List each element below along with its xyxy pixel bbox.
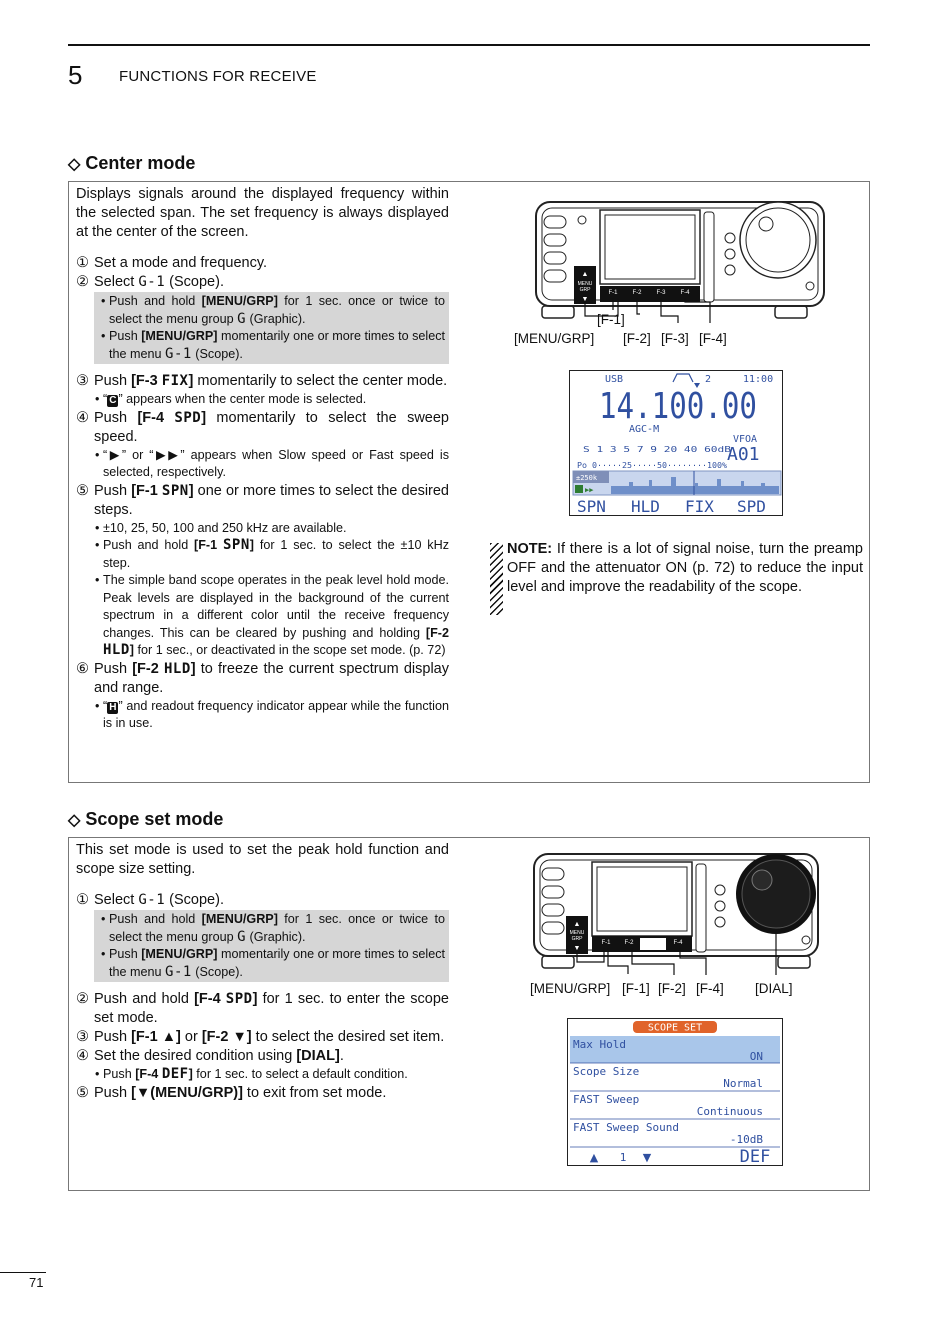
scope-set-text (76, 841, 449, 1103)
hold-icon: H (109, 701, 117, 713)
menu-page: 1 (619, 1151, 627, 1164)
scope-set-heading (68, 809, 223, 830)
scope-step-4: ④ Set the desired condition using [DIAL]. (76, 1048, 344, 1064)
svg-text:F-4: F-4 (673, 940, 683, 946)
svg-text:MENU: MENU (569, 930, 585, 936)
scope-step-1: ① Select G-1 (Scope). (76, 892, 224, 908)
center-step-1: ① Set a mode and frequency. (76, 255, 268, 271)
softkey-spn: SPN (577, 497, 606, 516)
scope-gray-note: • Push and hold [MENU/GRP] for 1 sec. once or twice to select the menu group G (Graphic). • Push [MENU/GRP] momentarily one or more times to select the menu G-1 (Scope). (94, 910, 449, 982)
scope-set-heading-text: Scope set mode (85, 809, 224, 829)
lcd-vfo: VFOA (733, 434, 758, 445)
label-menu-grp: [MENU/GRP] (514, 331, 595, 346)
svg-text:GRP: GRP (579, 287, 591, 293)
up-arrow-icon: ▲ (589, 1151, 599, 1164)
chapter-title: FUNCTIONS FOR RECEIVE (119, 68, 317, 85)
label-f4: [F-4] (699, 331, 727, 346)
chapter-number: 5 (68, 60, 83, 90)
center-step-6-note: • “ H ” and readout frequency indicator appear while the function is in use. (76, 698, 449, 733)
lcd-mode: USB (605, 374, 624, 385)
menu-item-name: Scope Size (573, 1065, 640, 1078)
svg-text:GRP: GRP (571, 936, 583, 942)
center-step-4: ④ Push [F-4 SPD] momentarily to select the sweep speed. (76, 409, 449, 445)
svg-text:MENU: MENU (577, 281, 593, 287)
menu-item-name: FAST Sweep (573, 1093, 640, 1106)
diamond-icon: ◇ (68, 812, 81, 829)
lcd-filter: 2 (705, 374, 712, 385)
softkey-fix: FIX (685, 497, 714, 516)
scope-step-3: ③ Push [F-1 ▲] or [F-2 ▼] to select the desired set item. (76, 1029, 445, 1045)
down-arrow-icon: ▼ (642, 1151, 652, 1164)
menu-item-value: ON (749, 1050, 763, 1063)
center-step-3: ③ Push [F-3 FIX] momentarily to select the center mode. (76, 373, 448, 389)
footer-rule (0, 1272, 46, 1273)
svg-text:▲: ▲ (581, 271, 589, 278)
menu-item-value: Normal (723, 1077, 763, 1090)
lcd-span: ±250k (576, 474, 598, 482)
menu-item-value: Continuous (696, 1105, 763, 1118)
menu-item-name: FAST Sweep Sound (573, 1121, 679, 1134)
center-step-2: ② Select G-1 (Scope). (76, 274, 224, 290)
svg-text:▼: ▼ (573, 945, 581, 952)
svg-text:▲: ▲ (573, 921, 581, 928)
label-f2: [F-2] (623, 331, 651, 346)
menu-item-name: Max Hold (573, 1038, 626, 1051)
svg-text:F-2: F-2 (632, 290, 642, 296)
scope-step-2: ② Push and hold [F-4 SPD] for 1 sec. to enter the scope set mode. (76, 991, 449, 1026)
label-dial: [DIAL] (755, 981, 793, 996)
label-f4-2: [F-4] (696, 981, 724, 996)
label-f1: [F-1] (597, 312, 625, 327)
center-mode-heading (68, 153, 195, 174)
label-menu-grp-2: [MENU/GRP] (530, 981, 611, 996)
lcd-po-scale: Po 0·····25·····50········100% (577, 461, 728, 470)
note: NOTE: If there is a lot of signal noise, turn the preamp OFF and the attenuator ON (p. 72) to reduce the input level and improve the readability of the scope. (507, 541, 863, 595)
lcd-frequency: 14.100.00 (599, 386, 757, 427)
scope-step-4-note: • Push [F-4 DEF] for 1 sec. to select a default condition. (76, 1066, 449, 1084)
center-step-5: ⑤ Push [F-1 SPN] one or more times to select the desired steps. (76, 482, 449, 518)
softkey-spd: SPD (737, 497, 766, 516)
center-gray-note: • Push and hold [MENU/GRP] for 1 sec. once or twice to select the menu group G (Graphic). • Push [MENU/GRP] momentarily one or more times to select the menu G-1 (Scope). (94, 292, 449, 364)
svg-text:F-4: F-4 (680, 290, 690, 296)
svg-text:▶▶: ▶▶ (585, 486, 594, 494)
center-mode-text (76, 185, 449, 733)
svg-text:F-3: F-3 (656, 290, 666, 296)
label-f2-2: [F-2] (658, 981, 686, 996)
menu-title: SCOPE SET (647, 1022, 703, 1034)
label-f1-2: [F-1] (622, 981, 650, 996)
center-intro: Displays signals around the displayed frequency within the selected span. The set frequency is always displayed at the center of the screen. (76, 186, 449, 240)
lcd-time: 11:00 (743, 374, 774, 385)
center-step-3-note: • “ C ” appears when the center mode is selected. (76, 391, 449, 409)
svg-text:F-1: F-1 (608, 290, 618, 296)
scope-intro: This set mode is used to set the peak hold function and scope size setting. (76, 842, 449, 877)
center-mode-icon: C (109, 395, 117, 406)
lcd-scope-display (569, 370, 783, 516)
diamond-icon: ◇ (68, 156, 81, 173)
page-number: 71 (29, 1275, 44, 1290)
center-step-5-notes: • ±10, 25, 50, 100 and 250 kHz are available. • Push and hold [F-1 SPN] for 1 sec. to select the ±10 kHz step. • The simple band scope operates in the peak level hold mode. Peak levels are displayed in the background of the current spectrum in a different color until the receive frequency changes. This can be cleared by pushing and holding [F-2 HLD] for 1 sec., or deactivated in the scope set mode. (p. 72) (76, 520, 449, 660)
lcd-memory: A01 (727, 444, 760, 465)
scope-step-5: ⑤ Push [▼(MENU/GRP)] to exit from set mode. (76, 1084, 387, 1101)
softkey-def: DEF (739, 1147, 771, 1166)
svg-text:▼: ▼ (581, 296, 589, 303)
menu-item-value: -10dB (729, 1133, 763, 1146)
svg-text:F-1: F-1 (601, 940, 611, 946)
center-step-6: ⑥ Push [F-2 HLD] to freeze the current spectrum display and range. (76, 660, 449, 696)
radio-front-panel-illustration-2 (528, 850, 828, 975)
label-f3: [F-3] (661, 331, 689, 346)
center-mode-heading-text: Center mode (85, 153, 196, 173)
svg-text:F-2: F-2 (624, 940, 634, 946)
top-rule (68, 44, 870, 46)
radio-front-panel-illustration (530, 198, 830, 323)
lcd-s-scale: S 1 3 5 7 9 20 40 60dB (583, 445, 732, 454)
scope-set-menu-screen (567, 1018, 783, 1166)
center-step-4-note: • “▶” or “▶▶” appears when Slow speed or Fast speed is selected, respectively. (76, 447, 449, 482)
softkey-hld: HLD (631, 497, 660, 516)
lcd-agc: AGC-M (629, 424, 660, 435)
